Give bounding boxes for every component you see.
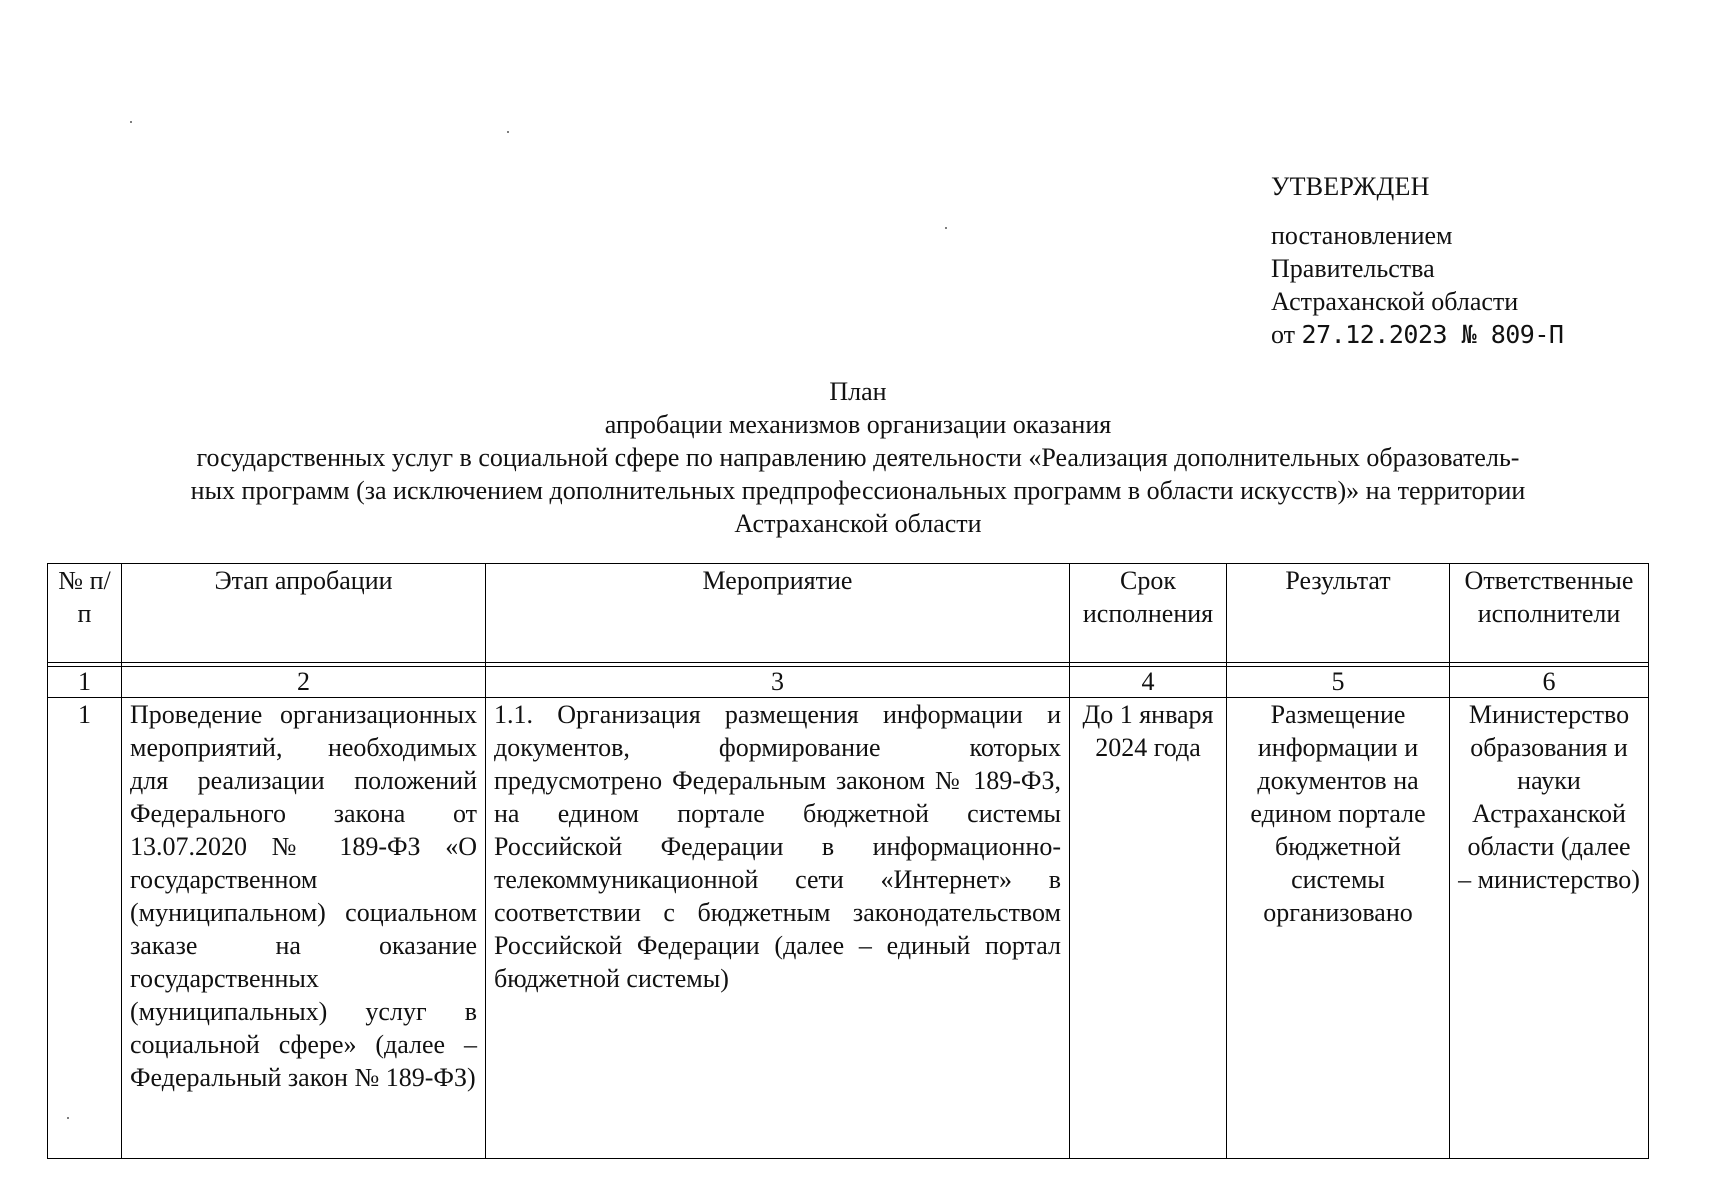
header-cell-number: № п/п <box>48 564 122 663</box>
header-cell-result: Результат <box>1227 564 1450 663</box>
header-cell-stage: Этап апробации <box>122 564 486 663</box>
approval-stamp <box>1271 170 1563 351</box>
cell-deadline: До 1 января 2024 года <box>1070 698 1227 1159</box>
document-title <box>60 375 1656 540</box>
title-line: ных программ (за исключением дополнительных предпрофессиональных программ в области искусств)» на территории <box>190 476 1526 505</box>
column-number: 4 <box>1070 667 1227 698</box>
approval-date-prefix: от <box>1271 320 1296 349</box>
column-number: 2 <box>122 667 486 698</box>
column-number-row <box>48 667 1649 698</box>
column-number: 3 <box>486 667 1070 698</box>
cell-measure: 1.1. Организация размещения информации и документов, формирование которых предусмотрено Федеральным законом № 189-ФЗ, на едином портале бюджетной системы Российской Федерации в информационно-телекоммуникационной сети «Интернет» в соответствии с бюджетным законодательством Российской Федерации (далее – единый портал бюджетной системы) <box>486 698 1070 1159</box>
title-line: План <box>829 377 887 406</box>
approval-heading: УТВЕРЖДЕН <box>1271 172 1430 201</box>
header-cell-deadline: Срок исполнения <box>1070 564 1227 663</box>
title-line: государственных услуг в социальной сфере по направлению деятельности «Реализация дополнительных образователь- <box>196 443 1520 472</box>
approval-line: Правительства <box>1271 254 1435 283</box>
cell-responsible: Министерство образования и науки Астраханской области (далее – министерство) <box>1450 698 1649 1159</box>
approval-line: Астраханской области <box>1271 287 1519 316</box>
cell-number: 1 <box>48 698 122 1159</box>
column-number: 5 <box>1227 667 1450 698</box>
column-number: 1 <box>48 667 122 698</box>
header-cell-measure: Мероприятие <box>486 564 1070 663</box>
cell-stage: Проведение организационных мероприятий, необходимых для реализации положений Федерального закона от 13.07.2020 № 189-ФЗ «О государственном (муниципальном) социальном заказе на оказание государственных (муниципальных) услуг в социальной сфере» (далее – Федеральный закон № 189-ФЗ) <box>122 698 486 1159</box>
title-line: апробации механизмов организации оказания <box>604 410 1112 439</box>
title-line: Астраханской области <box>734 509 982 538</box>
cell-result: Размещение информации и документов на едином портале бюджетной системы организовано <box>1227 698 1450 1159</box>
table-header-row <box>48 564 1649 663</box>
plan-table <box>47 563 1649 1159</box>
column-number: 6 <box>1450 667 1649 698</box>
table-row <box>48 698 1649 1159</box>
approval-date-line <box>1271 318 1563 351</box>
header-cell-responsible: Ответственные исполнители <box>1450 564 1649 663</box>
approval-line: постановлением <box>1271 221 1453 250</box>
approval-date-number: 27.12.2023 № 809-П <box>1301 320 1564 349</box>
